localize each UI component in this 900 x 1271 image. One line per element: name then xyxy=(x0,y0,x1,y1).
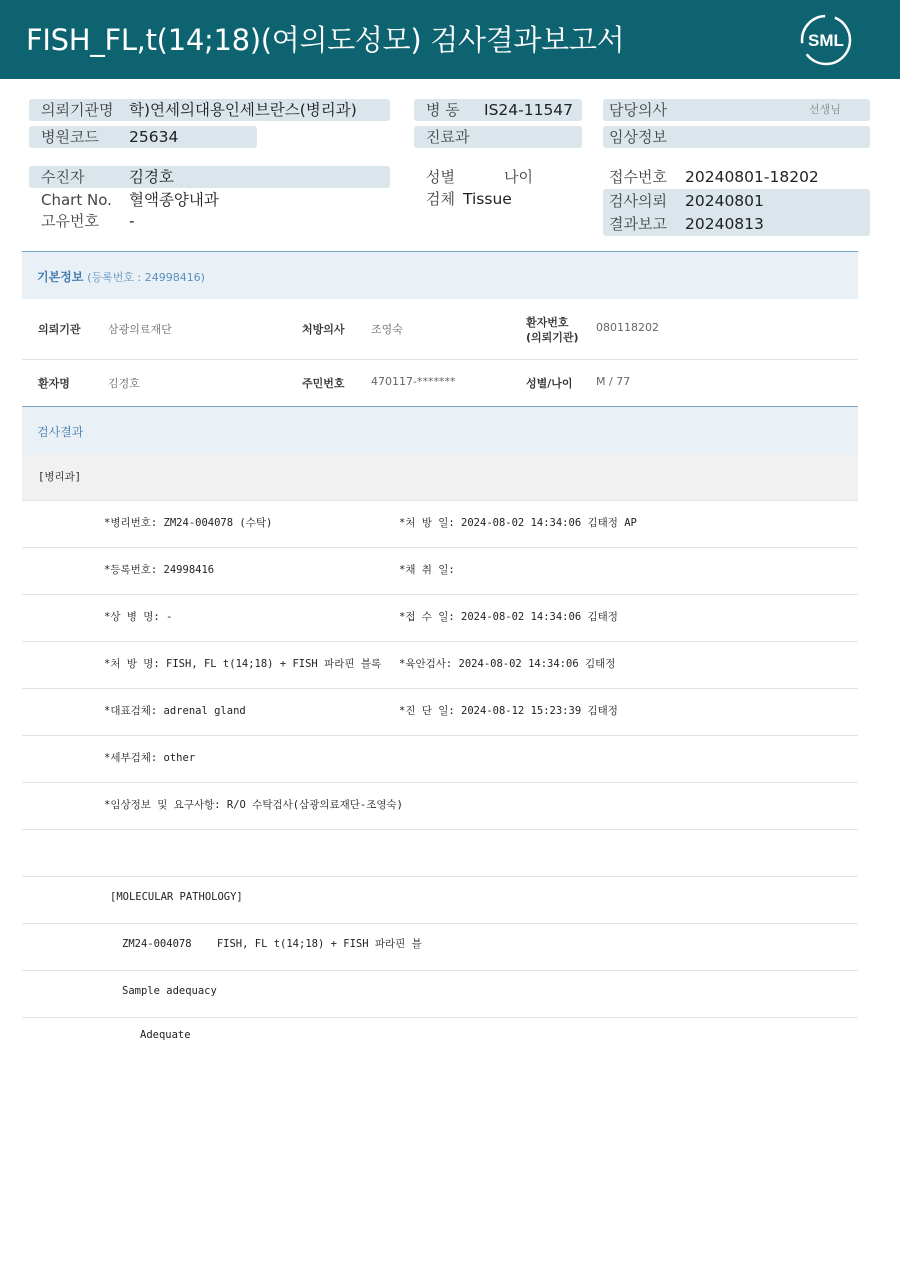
chart-field xyxy=(29,189,390,211)
results-title: 검사결과 xyxy=(37,425,84,439)
department-field xyxy=(414,126,582,148)
result-row xyxy=(22,642,858,689)
report-date-value: 20240813 xyxy=(685,215,764,233)
basic-info-row-1 xyxy=(22,299,858,360)
hospital-code-field xyxy=(29,126,257,148)
result-left: *상 병 명: - xyxy=(104,611,173,623)
basic-info-header xyxy=(22,251,858,299)
receipt-label: 접수번호 xyxy=(609,168,667,186)
ward-field xyxy=(414,99,582,121)
report-date-field xyxy=(603,213,870,235)
result-row xyxy=(22,548,858,595)
sml-logo xyxy=(798,12,854,68)
ward-value: IS24-11547 xyxy=(484,101,574,119)
hospital-code-value: 25634 xyxy=(129,128,179,146)
receipt-field xyxy=(603,166,870,188)
report-date-label: 결과보고 xyxy=(609,215,667,233)
sex-age-label: 성별/나이 xyxy=(526,377,573,390)
institution-label: 의뢰기관 xyxy=(38,323,81,336)
result-right: *채 취 일: xyxy=(399,564,455,576)
hospital-code-label: 병원코드 xyxy=(41,128,99,146)
result-left: *등록번호: 24998416 xyxy=(104,564,215,576)
result-left: *대표검체: adrenal gland xyxy=(104,705,246,717)
patient-number-label: 환자번호 xyxy=(526,316,569,329)
result-right: *육안검사: 2024-08-02 14:34:06 김태정 xyxy=(399,658,616,670)
uid-field xyxy=(29,210,390,232)
request-field xyxy=(603,190,870,212)
molecular-test-row xyxy=(22,924,858,971)
logo-text: SML xyxy=(808,31,844,50)
request-value: 20240801 xyxy=(685,192,764,210)
result-row xyxy=(22,595,858,642)
adequacy-value: Adequate xyxy=(140,1029,191,1041)
blank-row xyxy=(22,830,858,877)
prescriber-value: 조영숙 xyxy=(371,323,403,336)
clinical-info-field xyxy=(603,126,870,148)
chart-value: 혈액종양내과 xyxy=(129,191,219,209)
result-right: *진 단 일: 2024-08-12 15:23:39 김태정 xyxy=(399,705,618,717)
patient-name-value: 김경호 xyxy=(108,377,140,390)
result-row xyxy=(22,689,858,736)
result-right: *처 방 일: 2024-08-02 14:34:06 김태정 AP xyxy=(399,517,637,529)
receipt-value: 20240801-18202 xyxy=(685,168,819,186)
specimen-label: 검체 xyxy=(426,190,455,208)
result-right: *접 수 일: 2024-08-02 14:34:06 김태정 xyxy=(399,611,618,623)
uid-label: 고유번호 xyxy=(41,212,99,230)
adequacy-row xyxy=(22,971,858,1018)
patient-number-value: 080118202 xyxy=(596,321,659,334)
institution-field xyxy=(29,99,390,121)
result-left: *세부검체: other xyxy=(104,752,196,764)
adequacy-value-row xyxy=(22,1018,858,1058)
sex-age-field xyxy=(414,166,582,188)
result-row xyxy=(22,736,858,783)
request-label: 검사의뢰 xyxy=(609,192,667,210)
result-left: *처 방 명: FISH, FL t(14;18) + FISH 파라핀 블록 xyxy=(104,658,382,670)
department-label: 진료과 xyxy=(426,128,470,146)
patient-field xyxy=(29,166,390,188)
specimen-value: Tissue xyxy=(463,190,512,208)
results-department-row xyxy=(22,454,858,501)
basic-info-row-2 xyxy=(22,360,858,407)
institution-value: 학)연세의대용인세브란스(병리과) xyxy=(129,101,357,119)
result-left: *병리번호: ZM24-004078 (수탁) xyxy=(104,517,273,529)
sex-age-value: M / 77 xyxy=(596,375,631,388)
adequacy-label: Sample adequacy xyxy=(122,985,217,997)
resident-number-label: 주민번호 xyxy=(302,377,345,390)
institution-value: 삼광의료재단 xyxy=(108,323,172,336)
doctor-suffix: 선생님 xyxy=(809,103,841,116)
institution-label: 의뢰기관명 xyxy=(41,101,114,119)
specimen-field xyxy=(414,188,582,210)
patient-label: 수진자 xyxy=(41,168,85,186)
molecular-title: [MOLECULAR PATHOLOGY] xyxy=(110,891,243,903)
molecular-title-row xyxy=(22,877,858,924)
uid-value: - xyxy=(129,212,135,230)
resident-number-value: 470117-******* xyxy=(371,375,456,388)
results-header xyxy=(22,407,858,454)
report-header xyxy=(0,0,900,79)
ward-label: 병 동 xyxy=(426,101,460,119)
report-title: FISH_FL,t(14;18)(여의도성모) 검사결과보고서 xyxy=(26,23,625,57)
result-left: *임상정보 및 요구사항: R/O 수탁검사(삼광의료재단-조영숙) xyxy=(104,799,404,811)
doctor-label: 담당의사 xyxy=(609,101,667,119)
patient-name-label: 환자명 xyxy=(38,377,70,390)
patient-number-sublabel: (의뢰기관) xyxy=(526,331,579,344)
chart-label: Chart No. xyxy=(41,191,112,209)
registration-number: (등록번호 : 24998416) xyxy=(87,271,205,284)
sex-label: 성별 xyxy=(426,168,455,186)
patient-value: 김경호 xyxy=(129,168,174,186)
result-row xyxy=(22,501,858,548)
basic-info-title: 기본정보 xyxy=(37,270,84,284)
molecular-test-line: ZM24-004078 FISH, FL t(14;18) + FISH 파라핀 블 xyxy=(122,938,422,950)
result-row xyxy=(22,783,858,830)
clinical-info-label: 임상정보 xyxy=(609,128,667,146)
doctor-field xyxy=(603,99,870,121)
prescriber-label: 처방의사 xyxy=(302,323,345,336)
department-tag: [병리과] xyxy=(38,471,82,483)
age-label: 나이 xyxy=(504,168,533,186)
